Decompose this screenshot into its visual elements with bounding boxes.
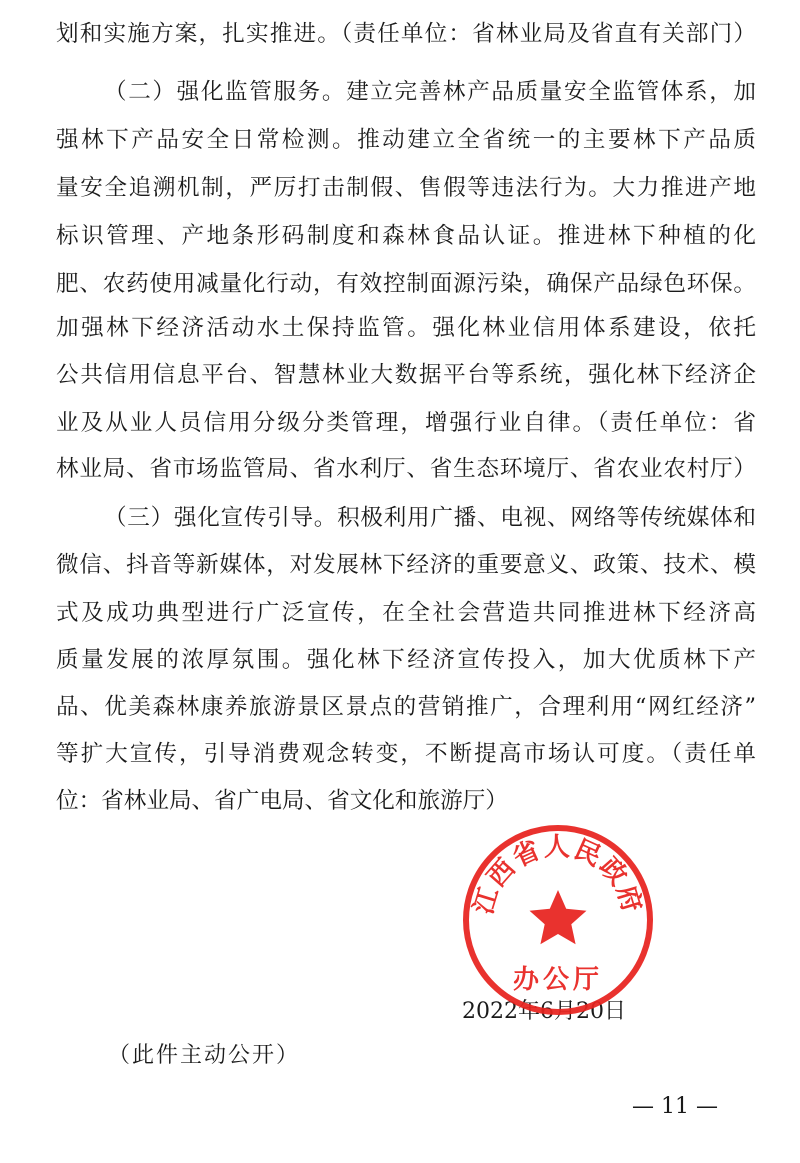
text-line: 强林下产品安全日常检测。推动建立全省统一的主要林下产品质 [56, 127, 756, 153]
text-line: 等扩大宣传，引导消费观念转变，不断提高市场认可度。（责任单 [56, 741, 756, 767]
text-line: 林业局、省市场监管局、省水利厅、省生态环境厅、省农业农村厅） [56, 456, 756, 482]
text-line: 量安全追溯机制，严厉打击制假、售假等违法行为。大力推进产地 [56, 175, 756, 201]
text-line: 质量发展的浓厚氛围。强化林下经济宣传投入，加大优质林下产 [56, 647, 756, 673]
disclosure-note: （此件主动公开） [108, 1043, 301, 1068]
text-line: 加强林下经济活动水土保持监管。强化林业信用体系建设，依托 [56, 315, 756, 341]
official-seal [458, 820, 658, 1020]
text-line: （二）强化监管服务。建立完善林产品质量安全监管体系，加 [104, 79, 756, 105]
text-line: 业及从业人员信用分级分类管理，增强行业自律。（责任单位：省 [56, 410, 756, 436]
text-line: 品、优美森林康养旅游景区景点的营销推广，合理利用“网红经济” [56, 694, 756, 720]
seal-star-icon [530, 890, 587, 944]
text-line: 位：省林业局、省广电局、省文化和旅游厅） [56, 788, 508, 814]
seal-arc-text: 江西省人民政府 [468, 832, 648, 918]
text-line: 划和实施方案，扎实推进。（责任单位：省林业局及省直有关部门） [56, 21, 756, 47]
issue-date: 2022年6月20日 [462, 999, 626, 1024]
text-line: 标识管理、产地条形码制度和森林食品认证。推进林下种植的化 [56, 223, 756, 249]
page-number: — 11 — [632, 1094, 718, 1119]
text-line: 肥、农药使用减量化行动，有效控制面源污染，确保产品绿色环保。 [56, 271, 756, 297]
text-line: 式及成功典型进行广泛宣传，在全社会营造共同推进林下经济高 [56, 600, 756, 626]
text-line: 微信、抖音等新媒体，对发展林下经济的重要意义、政策、技术、模 [56, 552, 756, 578]
seal-bottom-text: 办公厅 [512, 965, 604, 995]
text-line: （三）强化宣传引导。积极利用广播、电视、网络等传统媒体和 [104, 505, 756, 531]
text-line: 公共信用信息平台、智慧林业大数据平台等系统，强化林下经济企 [56, 362, 756, 388]
